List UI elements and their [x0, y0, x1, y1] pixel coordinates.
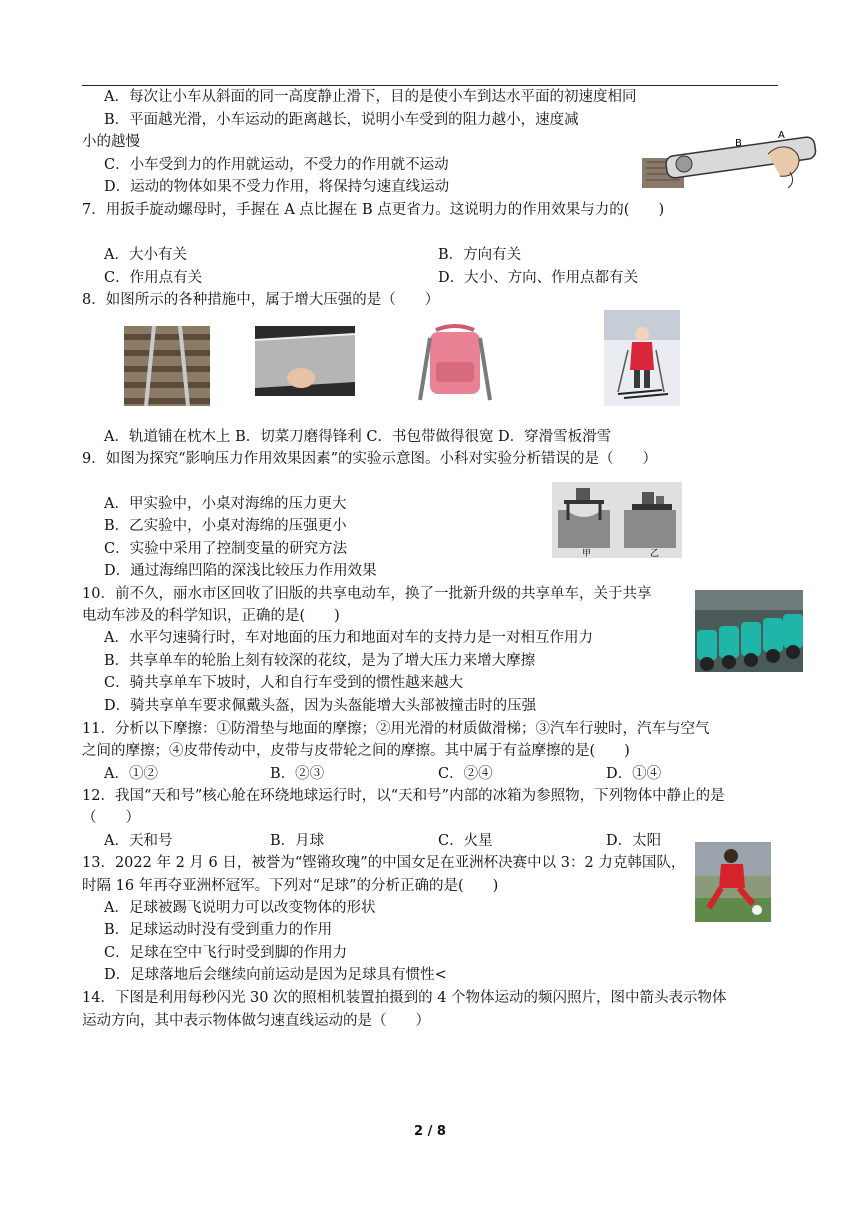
header-rule — [82, 85, 778, 86]
q6-option-a: A．每次让小车从斜面的同一高度静止滑下，目的是使小车到达水平面的初速度相同 — [104, 89, 637, 105]
q13-stem: 13．2022 年 2 月 6 日，被誉为“铿锵玫瑰”的中国女足在亚洲杯决赛中以 3：2 力克韩国队， — [82, 855, 686, 871]
q6-option-b: B．平面越光滑，小车运动的距离越长，说明小车受到的阻力越小，速度减 — [104, 112, 579, 128]
q13-option-b: B．足球运动时没有受到重力的作用 — [104, 922, 333, 938]
shared-bikes-photo — [695, 590, 803, 672]
schoolbag-photo — [414, 322, 496, 404]
q12-stem: 12．我国“天和号”核心舱在环绕地球运行时，以“天和号”内部的冰箱为参照物，下列物体中静止的是 — [82, 788, 725, 804]
football-player-photo — [695, 842, 771, 922]
wrench-label-a: A — [778, 130, 785, 141]
knife-photo — [255, 326, 355, 396]
q11-option-d: D．①④ — [606, 766, 662, 782]
q7-option-b: B．方向有关 — [438, 247, 522, 263]
wrench-image — [640, 128, 818, 196]
q12-option-a: A．天和号 — [104, 833, 173, 849]
q11-option-a: A．①② — [104, 766, 158, 782]
label-yi: 乙 — [650, 549, 660, 558]
q14-stem-cont: 运动方向，其中表示物体做匀速直线运动的是（ ） — [82, 1013, 430, 1029]
q7-stem: 7．用扳手旋动螺母时，手握在 A 点比握在 B 点更省力。这说明力的作用效果与力的( ) — [82, 202, 665, 218]
q9-option-d: D．通过海绵凹陷的深浅比较压力作用效果 — [104, 563, 377, 579]
q12-option-d: D．太阳 — [606, 833, 662, 849]
q14-stem: 14．下图是利用每秒闪光 30 次的照相机装置拍摄到的 4 个物体运动的频闪照片，图中箭头表示物体 — [82, 990, 727, 1006]
q9-stem: 9．如图为探究“影响压力作用效果因素”的实验示意图。小科对实验分析错误的是（ ） — [82, 451, 658, 467]
q13-option-a: A．足球被踢飞说明力可以改变物体的形状 — [104, 900, 376, 916]
q11-option-b: B．②③ — [270, 766, 325, 782]
q7-option-c: C．作用点有关 — [104, 270, 203, 286]
q9-option-b: B．乙实验中，小桌对海绵的压强更小 — [104, 518, 347, 534]
skier-photo — [604, 310, 680, 406]
q13-option-d: D．足球落地后会继续向前运动是因为足球具有惯性< — [104, 967, 447, 983]
q11-stem: 11．分析以下摩擦：①防滑垫与地面的摩擦；②用光滑的材质做滑梯；③汽车行驶时，汽车与空气 — [82, 721, 710, 737]
q10-option-b: B．共享单车的轮胎上刻有较深的花纹，是为了增大压力来增大摩擦 — [104, 653, 536, 669]
q8-options: A．轨道铺在枕木上 B．切菜刀磨得锋利 C．书包带做得很宽 D．穿滑雪板滑雪 — [104, 429, 612, 445]
q10-option-a: A．水平匀速骑行时，车对地面的压力和地面对车的支持力是一对相互作用力 — [104, 630, 593, 646]
q6-option-d: D．运动的物体如果不受力作用，将保持匀速直线运动 — [104, 179, 450, 195]
q13-option-c: C．足球在空中飞行时受到脚的作用力 — [104, 945, 348, 961]
sponge-experiment-figure — [552, 482, 682, 558]
q12-stem-cont: （ ） — [82, 810, 140, 826]
wrench-label-b: B — [735, 138, 742, 149]
page-number: 2 / 8 — [414, 1124, 446, 1139]
q10-stem-cont: 电动车涉及的科学知识，正确的是( ) — [82, 608, 340, 624]
q12-option-c: C．火星 — [438, 833, 493, 849]
railway-photo — [124, 326, 210, 406]
q7-option-d: D．大小、方向、作用点都有关 — [438, 270, 639, 286]
q9-option-a: A．甲实验中，小桌对海绵的压力更大 — [104, 496, 347, 512]
q6-option-c: C．小车受到力的作用就运动，不受力的作用就不运动 — [104, 157, 449, 173]
label-jia: 甲 — [582, 549, 592, 558]
q10-option-c: C．骑共享单车下坡时，人和自行车受到的惯性越来越大 — [104, 675, 464, 691]
q10-stem: 10．前不久，丽水市区回收了旧版的共享电动车，换了一批新升级的共享单车，关于共享 — [82, 586, 652, 602]
q13-stem-cont: 时隔 16 年再夺亚洲杯冠军。下列对“足球”的分析正确的是( ) — [82, 878, 499, 894]
q9-option-c: C．实验中采用了控制变量的研究方法 — [104, 541, 348, 557]
q10-option-d: D．骑共享单车要求佩戴头盔，因为头盔能增大头部被撞击时的压强 — [104, 698, 537, 714]
q6-option-b-cont: 小的越慢 — [82, 134, 140, 150]
q7-option-a: A．大小有关 — [104, 247, 187, 263]
q11-stem-cont: 之间的摩擦；④皮带传动中，皮带与皮带轮之间的摩擦。其中属于有益摩擦的是( ) — [82, 743, 630, 759]
q8-stem: 8．如图所示的各种措施中，属于增大压强的是（ ） — [82, 292, 440, 308]
q11-option-c: C．②④ — [438, 766, 493, 782]
q12-option-b: B．月球 — [270, 833, 325, 849]
